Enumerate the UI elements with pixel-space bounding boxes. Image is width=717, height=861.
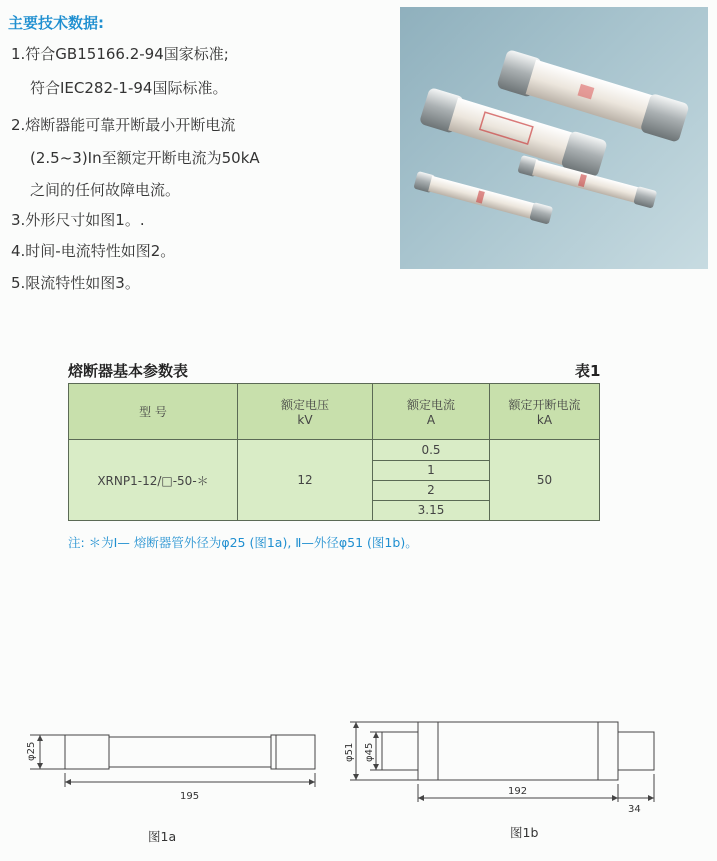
header-voltage-label: 额定电压 — [280, 398, 329, 413]
fig1b-body — [418, 722, 618, 780]
fig1a-cap-left — [65, 735, 109, 769]
figure-1a-drawing — [10, 715, 330, 830]
table-title: 熔断器基本参数表 — [68, 362, 189, 380]
fig1b-cap-right — [618, 732, 654, 770]
spec-line-4: (2.5~3)In至额定开断电流为50kA — [30, 149, 260, 167]
figure-1b-drawing — [340, 710, 700, 820]
fig1a-diameter-label: φ25 — [26, 741, 37, 761]
fig1b-cap-left — [382, 732, 418, 770]
header-breaking-label: 额定开断电流 — [508, 398, 581, 413]
spec-line-3: 2.熔断器能可靠开断最小开断电流 — [11, 116, 236, 134]
cell-current-4: 3.15 — [373, 500, 490, 520]
spec-line-7: 4.时间-电流特性如图2。 — [11, 242, 176, 260]
cell-current-3: 2 — [373, 480, 490, 500]
cell-model: XRNP1-12/□-50-＊ — [69, 440, 238, 521]
spec-line-8: 5.限流特性如图3。 — [11, 274, 140, 292]
header-voltage-unit: kV — [297, 413, 313, 428]
fig1a-length-label: 195 — [180, 791, 200, 802]
table-number: 表1 — [575, 362, 601, 380]
cell-voltage: 12 — [238, 440, 373, 521]
fig1b-caption: 图1b — [510, 825, 539, 840]
header-current-label: 额定电流 — [406, 398, 455, 413]
header-breaking — [490, 384, 600, 440]
header-current — [373, 384, 490, 440]
section-title: 主要技术数据: — [8, 14, 104, 32]
product-photo — [400, 7, 708, 269]
fig1a-caption: 图1a — [148, 829, 177, 844]
cell-current-1: 0.5 — [373, 440, 490, 460]
header-model-label: 型 号 — [139, 405, 167, 420]
fuse-small-2 — [413, 171, 553, 225]
cell-current-2: 1 — [373, 460, 490, 480]
parameter-table — [68, 383, 600, 521]
fig1b-cap-length-label: 34 — [628, 804, 641, 815]
fig1a-cap-right — [271, 735, 315, 769]
table-note: 注: ＊为Ⅰ— 熔断器管外径为φ25 (图1a), Ⅱ—外径φ51 (图1b)。 — [68, 535, 418, 550]
spec-line-5: 之间的任何故障电流。 — [30, 181, 181, 199]
header-current-unit: A — [426, 413, 436, 428]
header-breaking-unit: kA — [536, 413, 553, 428]
fig1a-body — [109, 737, 271, 767]
spec-line-6: 3.外形尺寸如图1。. — [11, 211, 145, 229]
spec-line-1: 1.符合GB15166.2-94国家标准; — [11, 45, 229, 63]
fuse-photo-illustration — [400, 7, 708, 269]
spec-line-2: 符合IEC282-1-94国际标准。 — [30, 79, 228, 97]
header-model — [69, 384, 238, 440]
header-voltage — [238, 384, 373, 440]
fig1b-outer-diameter-label: φ51 — [344, 742, 355, 762]
cell-breaking: 50 — [490, 440, 600, 521]
fig1b-length-label: 192 — [508, 786, 528, 797]
fig1b-inner-diameter-label: φ45 — [364, 742, 375, 762]
